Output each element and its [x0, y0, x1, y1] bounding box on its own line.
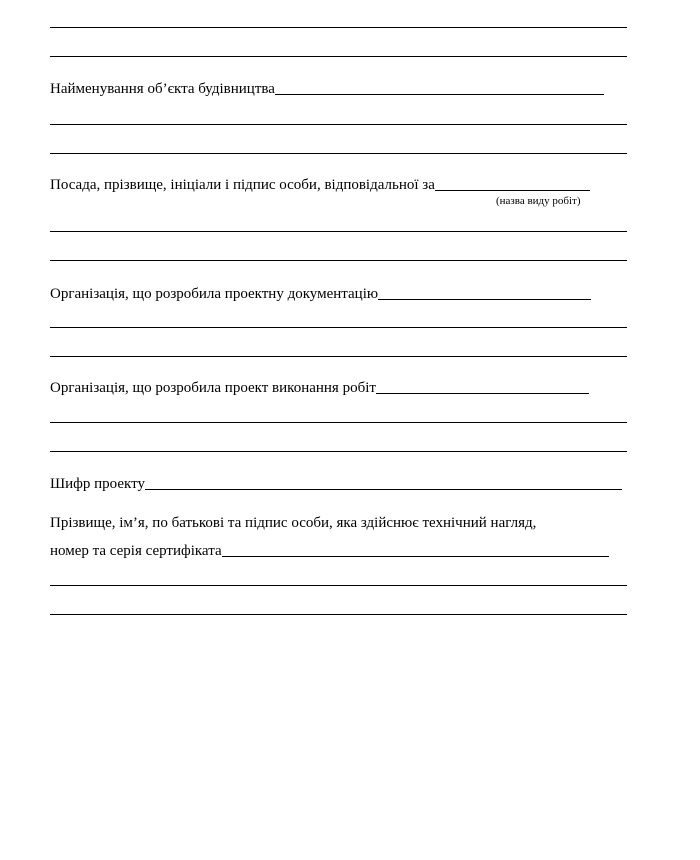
- blank-line-supervisor-2[interactable]: [50, 614, 627, 615]
- responsible-person-label: Посада, прізвище, ініціали і підпис особи, відповідальної за: [50, 177, 435, 193]
- blank-line-object-1[interactable]: [50, 124, 627, 125]
- blank-line-work-project-1[interactable]: [50, 422, 627, 423]
- object-name-label: Найменування об’єкта будівництва: [50, 81, 275, 97]
- work-project-org-field: [50, 378, 589, 397]
- design-org-input-line[interactable]: [378, 284, 591, 300]
- responsible-person-field: [50, 175, 590, 194]
- object-name-input-line[interactable]: [275, 79, 604, 95]
- work-type-input-line[interactable]: [435, 175, 590, 191]
- blank-line-top-1[interactable]: [50, 27, 627, 28]
- design-org-field: [50, 284, 591, 303]
- work-project-org-input-line[interactable]: [376, 378, 589, 394]
- blank-line-responsible-1[interactable]: [50, 231, 627, 232]
- blank-line-design-1[interactable]: [50, 327, 627, 328]
- blank-line-top-2[interactable]: [50, 56, 627, 57]
- design-org-label: Організація, що розробила проектну документацію: [50, 286, 379, 302]
- blank-line-object-2[interactable]: [50, 153, 627, 154]
- supervisor-label-line1: Прізвище, ім’я, по батькові та підпис особи, яка здійснює технічний нагляд,: [50, 515, 537, 531]
- blank-line-work-project-2[interactable]: [50, 451, 627, 452]
- blank-line-design-2[interactable]: [50, 356, 627, 357]
- certificate-label: номер та серія сертифіката: [50, 543, 222, 559]
- object-name-field: [50, 79, 604, 98]
- project-code-label: Шифр проекту: [50, 476, 145, 492]
- blank-line-supervisor-1[interactable]: [50, 585, 627, 586]
- blank-line-responsible-2[interactable]: [50, 260, 627, 261]
- project-code-field: [50, 474, 622, 493]
- work-project-org-label: Організація, що розробила проект виконання робіт: [50, 380, 376, 396]
- certificate-input-line[interactable]: [222, 541, 609, 557]
- project-code-input-line[interactable]: [145, 474, 622, 490]
- work-type-caption: (назва виду робіт): [496, 195, 581, 207]
- certificate-field: [50, 541, 609, 560]
